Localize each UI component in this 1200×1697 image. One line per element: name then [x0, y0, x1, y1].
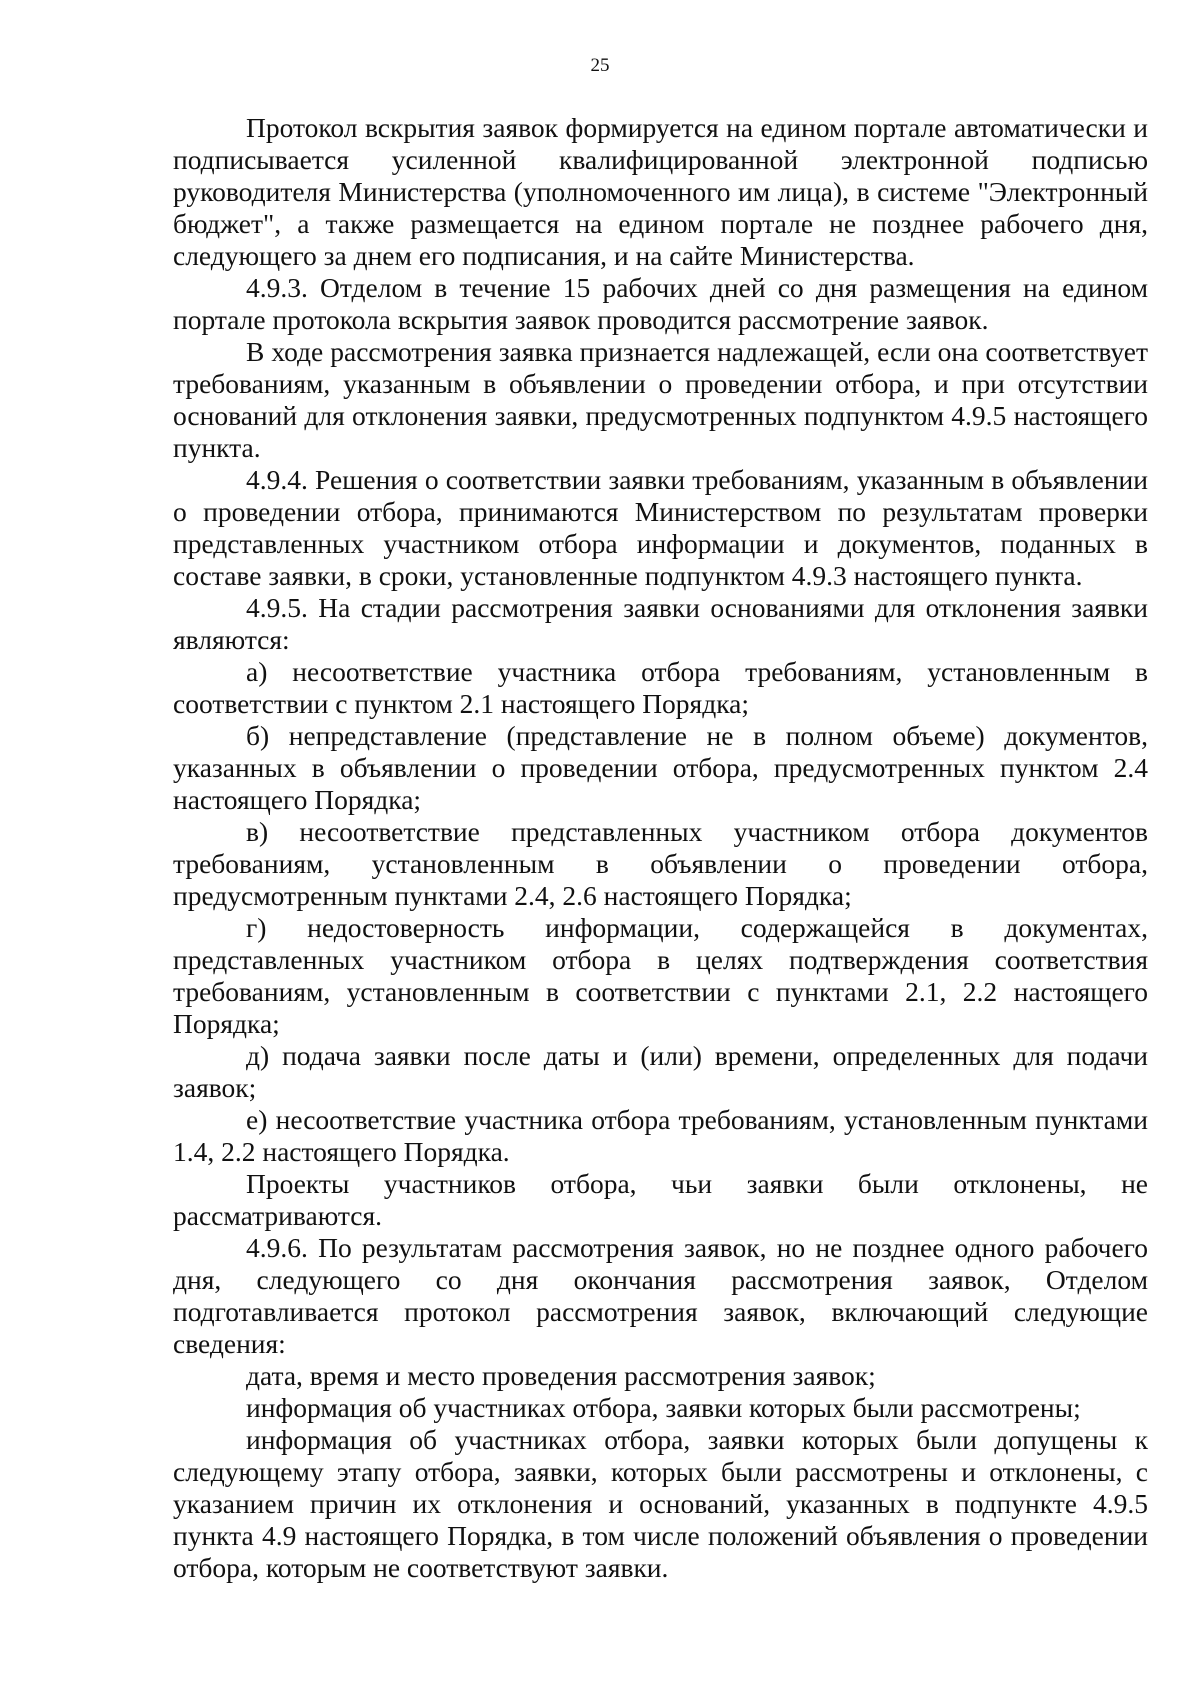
paragraph-rejected-projects: Проекты участников отбора, чьи заявки были отклонены, не рассматриваются.: [173, 1168, 1148, 1231]
protocol-info-reviewed-participants: информация об участниках отбора, заявки которых были рассмотрены;: [246, 1392, 1081, 1423]
page-number: 25: [590, 55, 610, 76]
paragraph-protocol-opening: Протокол вскрытия заявок формируется на едином портале автоматически и подписывается усиленной квалифицированной электронной подписью руководителя Министерства (уполномоченного им лица), в системе "Электронный бюджет", а также размещается на едином портале не позднее рабочего дня, следующего за днем его подписания, и на сайте Министерства.: [173, 112, 1148, 271]
paragraph-application-proper: В ходе рассмотрения заявка признается надлежащей, если она соответствует требованиям, указанным в объявлении о проведении отбора, и при отсутствии оснований для отклонения заявки, предусмотренных подпунктом 4.9.5 настоящего пункта.: [173, 336, 1148, 463]
list-item-b: б) непредставление (представление не в полном объеме) документов, указанных в объявлении о проведении отбора, предусмотренных пунктом 2.4 настоящего Порядка;: [173, 720, 1148, 815]
list-item-a: а) несоответствие участника отбора требованиям, установленным в соответствии с пунктом 2.1 настоящего Порядка;: [173, 656, 1148, 719]
paragraph-4-9-4: 4.9.4. Решения о соответствии заявки требованиям, указанным в объявлении о проведении отбора, принимаются Министерством по результатам проверки представленных участником отбора информации и документов, поданных в составе заявки, в сроки, установленные подпунктом 4.9.3 настоящего пункта.: [173, 464, 1148, 591]
protocol-info-admitted-rejected: информация об участниках отбора, заявки которых были допущены к следующему этапу отбора, заявки, которых были рассмотрены и отклонены, с указанием причин их отклонения и оснований, указанных в подпункте 4.9.5 пункта 4.9 настоящего Порядка, в том числе положений объявления о проведении отбора, которым не соответствуют заявки.: [173, 1424, 1148, 1583]
list-item-g: г) недостоверность информации, содержащейся в документах, представленных участником отбора в целях подтверждения соответствия требованиям, установленным в соответствии с пунктами 2.1, 2.2 настоящего Порядка;: [173, 912, 1148, 1039]
list-item-v: в) несоответствие представленных участником отбора документов требованиям, установленным в объявлении о проведении отбора, предусмотренным пунктами 2.4, 2.6 настоящего Порядка;: [173, 816, 1148, 911]
list-item-d: д) подача заявки после даты и (или) времени, определенных для подачи заявок;: [173, 1040, 1148, 1103]
paragraph-4-9-5: 4.9.5. На стадии рассмотрения заявки основаниями для отклонения заявки являются:: [173, 592, 1148, 655]
protocol-info-date-time-place: дата, время и место проведения рассмотрения заявок;: [246, 1360, 876, 1391]
list-item-e: е) несоответствие участника отбора требованиям, установленным пунктами 1.4, 2.2 настоящего Порядка.: [173, 1104, 1148, 1167]
document-body: [173, 112, 1148, 1584]
paragraph-4-9-6: 4.9.6. По результатам рассмотрения заявок, но не позднее одного рабочего дня, следующего со дня окончания рассмотрения заявок, Отделом подготавливается протокол рассмотрения заявок, включающий следующие сведения:: [173, 1232, 1148, 1359]
paragraph-4-9-3: 4.9.3. Отделом в течение 15 рабочих дней со дня размещения на едином портале протокола вскрытия заявок проводится рассмотрение заявок.: [173, 272, 1148, 335]
